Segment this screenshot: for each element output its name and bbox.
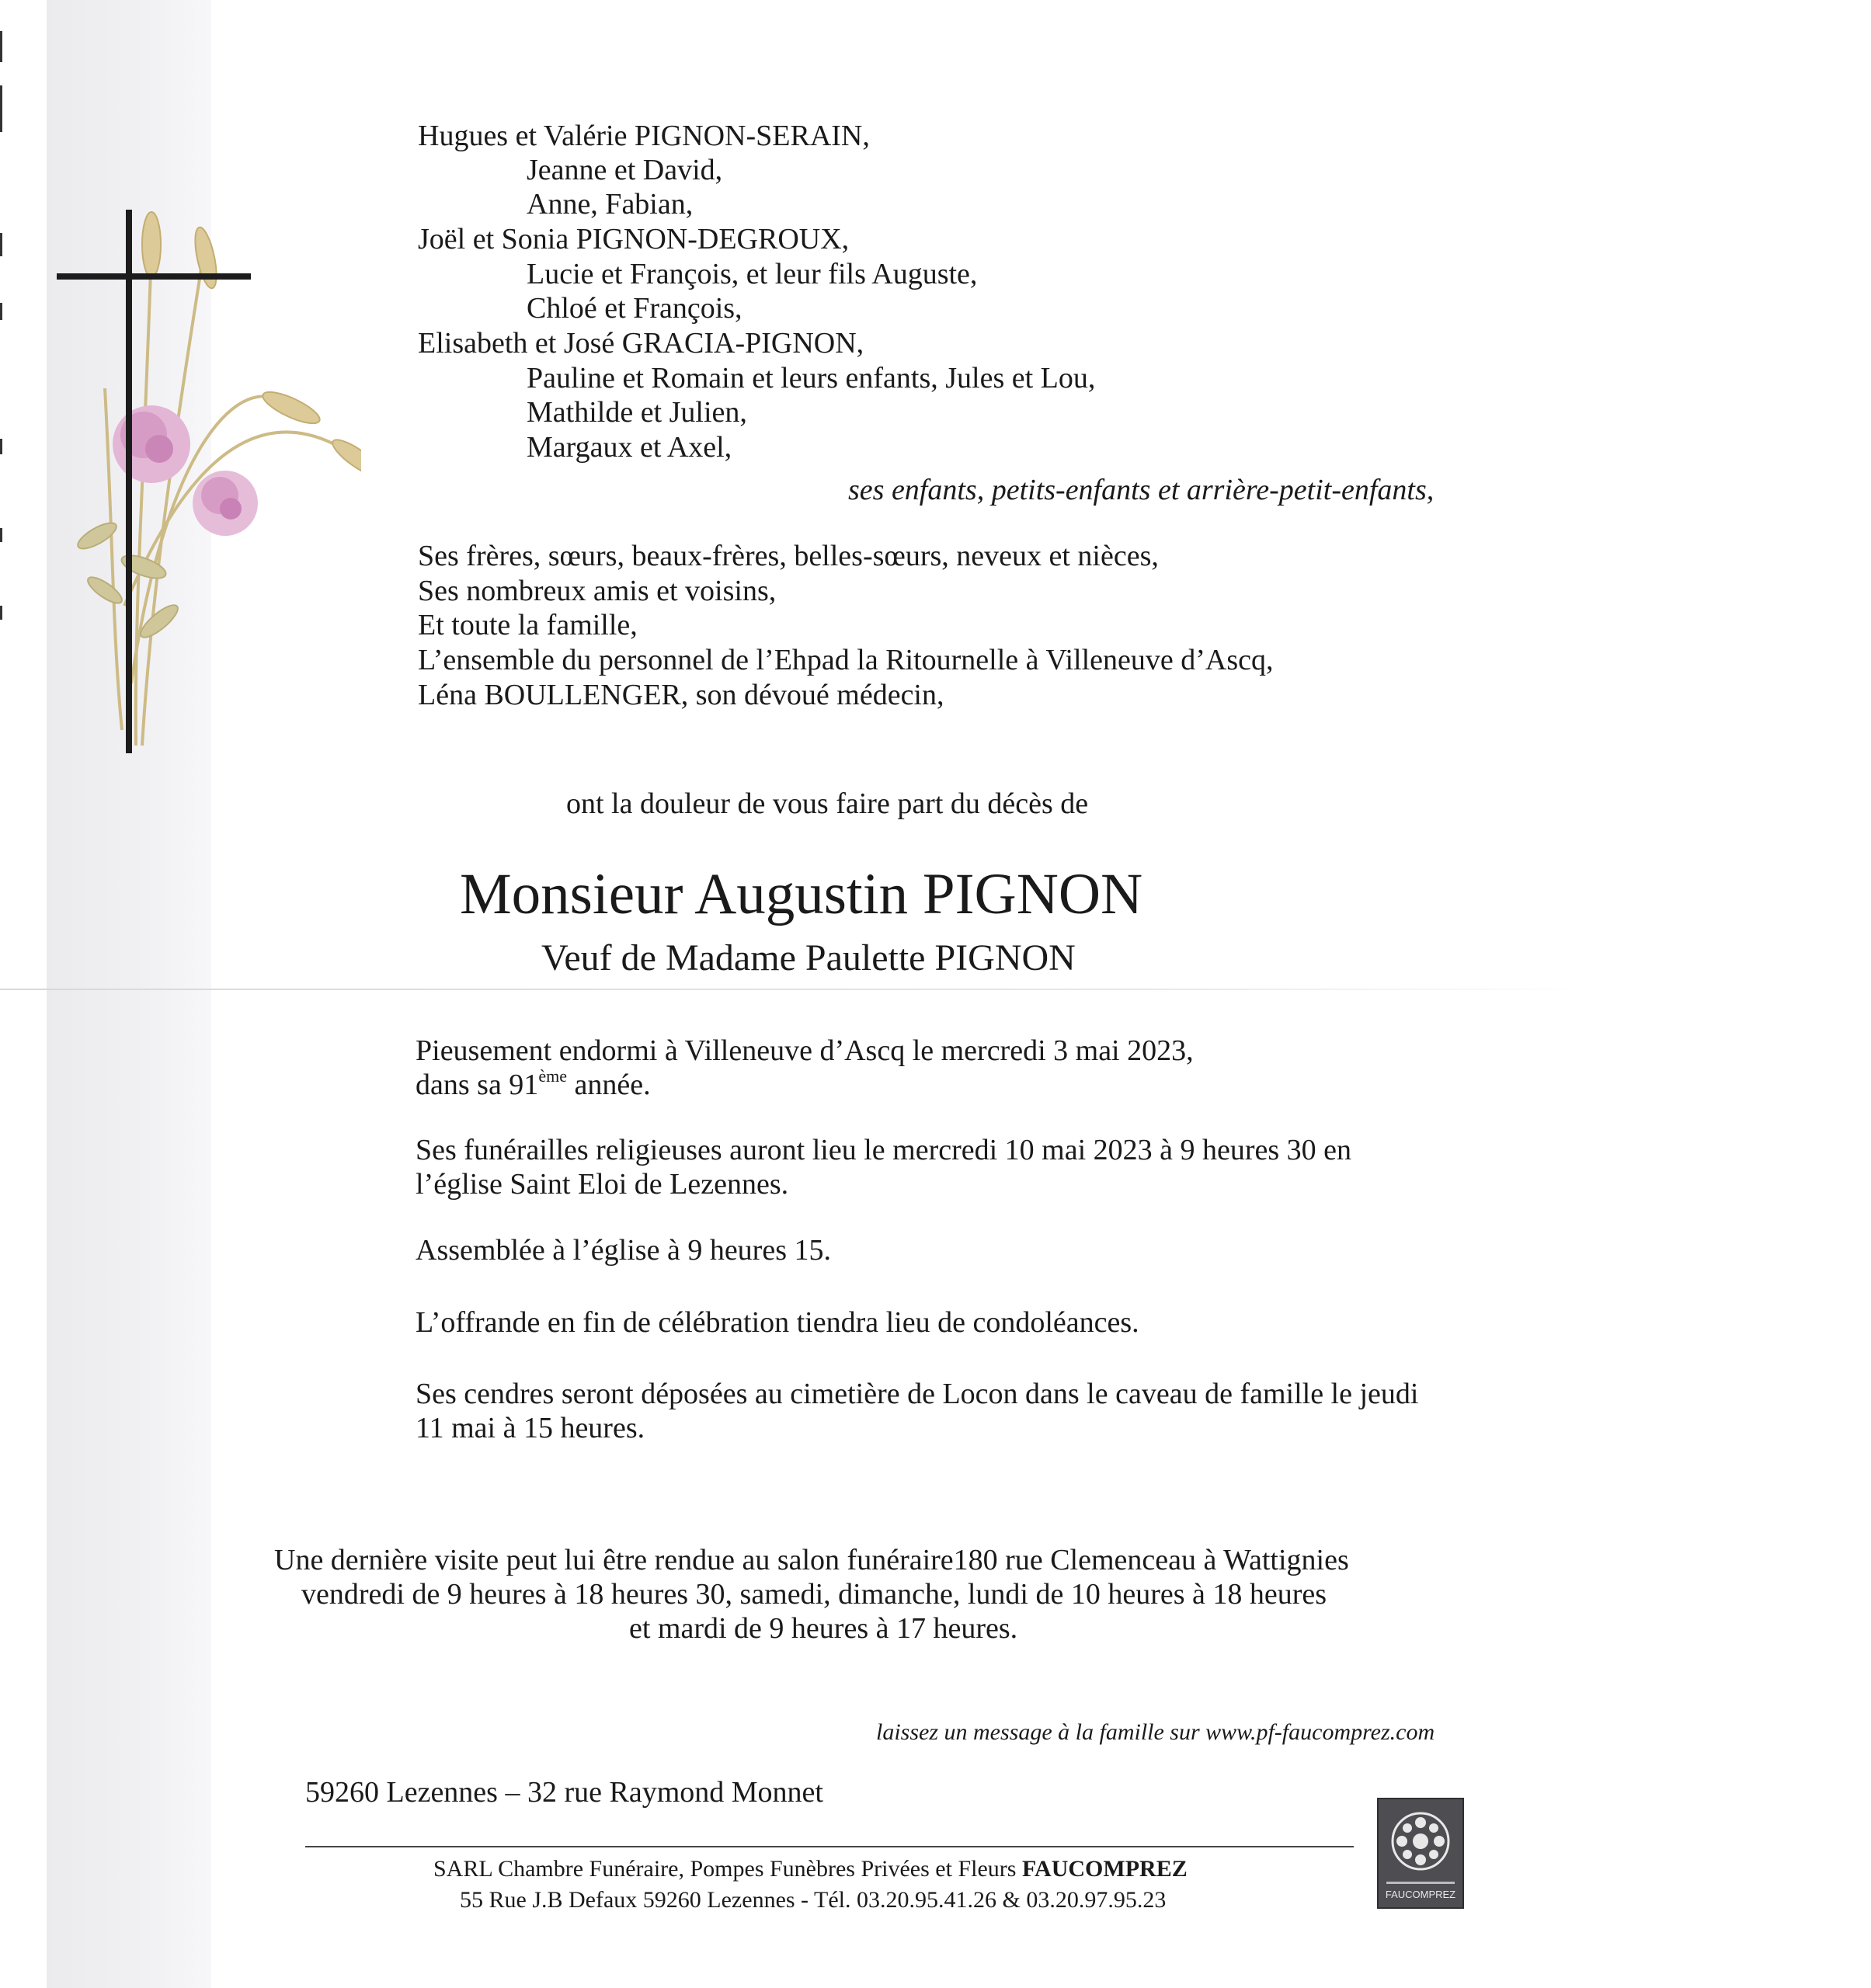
others-line: Ses nombreux amis et voisins,: [418, 575, 777, 607]
company-name: FAUCOMPREZ: [1021, 1856, 1188, 1882]
family-line: Hugues et Valérie PIGNON-SERAIN,: [418, 120, 870, 152]
offering-line: L’offrande en fin de célébration tiendra lieu de condoléances.: [416, 1306, 1139, 1339]
family-line: Elisabeth et José GRACIA-PIGNON,: [418, 327, 864, 360]
visit-line: Une dernière visite peut lui être rendue au salon funéraire180 rue Clemenceau à Wattignies: [274, 1544, 1349, 1576]
others-line: Et toute la famille,: [418, 609, 638, 641]
family-line: Joël et Sonia PIGNON-DEGROUX,: [418, 223, 850, 255]
family-line: Jeanne et David,: [527, 154, 723, 186]
family-line: Lucie et François, et leur fils Auguste,: [527, 258, 978, 290]
company-logo: [1377, 1798, 1464, 1909]
visit-line: et mardi de 9 heures à 17 heures.: [629, 1612, 1018, 1645]
others-line: Ses frères, sœurs, beaux-frères, belles-sœurs, neveux et nièces,: [418, 540, 1159, 572]
funeral-line: Ses funérailles religieuses auront lieu le mercredi 10 mai 2023 à 9 heures 30 en: [416, 1134, 1352, 1166]
cross-flowers-illustration: [50, 202, 361, 761]
rose-flowers: [113, 405, 258, 536]
others-line: Léna BOULLENGER, son dévoué médecin,: [418, 679, 944, 711]
deceased-name: Monsieur Augustin PIGNON: [460, 862, 1143, 926]
announcement: ont la douleur de vous faire part du décès de: [566, 787, 1089, 820]
ashes-line: Ses cendres seront déposées au cimetière de Locon dans le caveau de famille le jeudi: [416, 1378, 1419, 1410]
scan-marks: [0, 0, 5, 699]
rosette-logo-icon: [1379, 1799, 1462, 1907]
family-relation: ses enfants, petits-enfants et arrière-petit-enfants,: [848, 474, 1435, 506]
assembly-line: Assemblée à l’église à 9 heures 15.: [416, 1234, 831, 1267]
logo-wordmark: FAUCOMPREZ: [1385, 1889, 1456, 1900]
home-address: 59260 Lezennes – 32 rue Raymond Monnet: [305, 1776, 823, 1809]
ordinal-suffix: ème: [538, 1066, 567, 1086]
family-line: Pauline et Romain et leurs enfants, Jules et Lou,: [527, 362, 1096, 394]
visit-line: vendredi de 9 heures à 18 heures 30, samedi, dimanche, lundi de 10 heures à 18 heures: [301, 1578, 1327, 1611]
age-line: dans sa 91ème année.: [416, 1066, 651, 1101]
death-line: Pieusement endormi à Villeneuve d’Ascq le mercredi 3 mai 2023,: [416, 1034, 1194, 1067]
company-line: SARL Chambre Funéraire, Pompes Funèbres Privées et Fleurs FAUCOMPREZ: [433, 1856, 1188, 1882]
widower-line: Veuf de Madame Paulette PIGNON: [541, 937, 1076, 978]
company-address: 55 Rue J.B Defaux 59260 Lezennes - Tél. 03.20.95.41.26 & 03.20.97.95.23: [460, 1887, 1167, 1913]
footer-rule: [305, 1846, 1354, 1847]
fold-line: [0, 989, 1600, 990]
others-line: L’ensemble du personnel de l’Ehpad la Ritournelle à Villeneuve d’Ascq,: [418, 644, 1274, 676]
family-line: Margaux et Axel,: [527, 431, 732, 464]
website-message: laissez un message à la famille sur www.pf-faucomprez.com: [876, 1719, 1435, 1745]
family-line: Chloé et François,: [527, 292, 742, 325]
ashes-line: 11 mai à 15 heures.: [416, 1412, 645, 1444]
funeral-line: l’église Saint Eloi de Lezennes.: [416, 1168, 789, 1201]
family-line: Anne, Fabian,: [527, 188, 694, 221]
family-line: Mathilde et Julien,: [527, 396, 747, 429]
